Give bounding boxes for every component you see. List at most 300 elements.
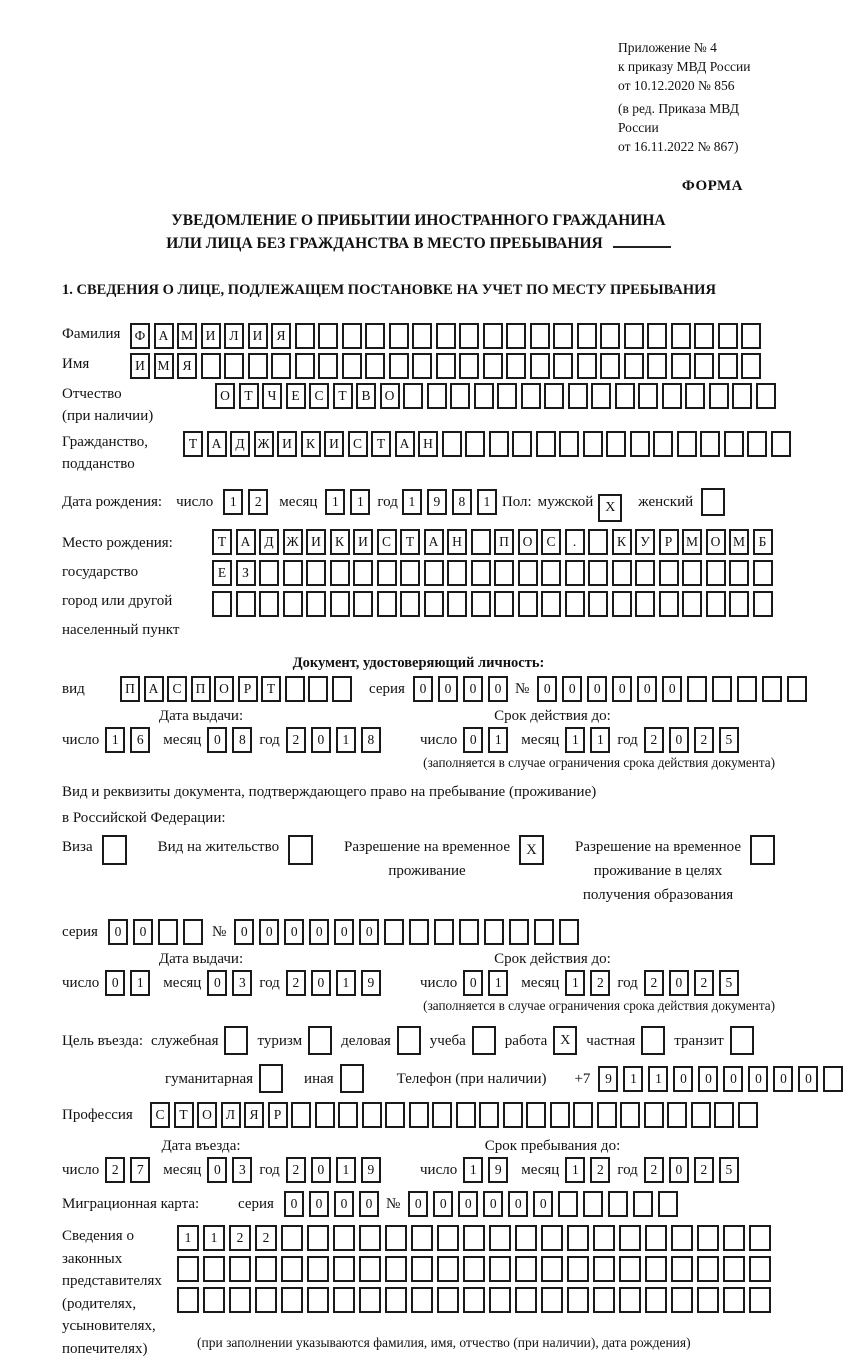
- char-box[interactable]: А: [144, 676, 164, 702]
- char-box[interactable]: [724, 431, 744, 457]
- char-box[interactable]: [762, 676, 782, 702]
- char-box[interactable]: 1: [477, 489, 497, 515]
- char-box[interactable]: [518, 560, 538, 586]
- char-box[interactable]: [583, 431, 603, 457]
- char-box[interactable]: [432, 1102, 452, 1128]
- char-box[interactable]: 0: [463, 970, 483, 996]
- option-residence-permit-checkbox[interactable]: [288, 835, 313, 865]
- char-box[interactable]: [647, 353, 667, 379]
- char-box[interactable]: 1: [565, 1157, 585, 1183]
- char-box[interactable]: 2: [644, 1157, 664, 1183]
- char-box[interactable]: 0: [359, 1191, 379, 1217]
- char-box[interactable]: 0: [508, 1191, 528, 1217]
- char-box[interactable]: [593, 1256, 615, 1282]
- char-box[interactable]: [706, 591, 726, 617]
- char-box[interactable]: 5: [719, 1157, 739, 1183]
- char-box[interactable]: [385, 1102, 405, 1128]
- char-box[interactable]: [671, 1225, 693, 1251]
- char-box[interactable]: [436, 353, 456, 379]
- char-box[interactable]: П: [494, 529, 514, 555]
- char-box[interactable]: 0: [309, 919, 329, 945]
- char-box[interactable]: 1: [590, 727, 610, 753]
- char-box[interactable]: [474, 383, 494, 409]
- char-box[interactable]: [712, 676, 732, 702]
- char-box[interactable]: [412, 323, 432, 349]
- char-box[interactable]: Р: [238, 676, 258, 702]
- char-box[interactable]: [558, 1191, 578, 1217]
- sex-male-checkbox[interactable]: X: [598, 494, 622, 522]
- char-box[interactable]: [709, 383, 729, 409]
- char-box[interactable]: [630, 431, 650, 457]
- char-box[interactable]: [823, 1066, 843, 1092]
- char-box[interactable]: [787, 676, 807, 702]
- char-box[interactable]: [600, 353, 620, 379]
- char-box[interactable]: Я: [244, 1102, 264, 1128]
- char-box[interactable]: [308, 676, 328, 702]
- char-box[interactable]: С: [348, 431, 368, 457]
- char-box[interactable]: [489, 1256, 511, 1282]
- char-box[interactable]: [412, 353, 432, 379]
- char-box[interactable]: [333, 1225, 355, 1251]
- char-box[interactable]: 0: [207, 970, 227, 996]
- char-box[interactable]: 2: [590, 1157, 610, 1183]
- char-box[interactable]: [365, 323, 385, 349]
- char-box[interactable]: 1: [203, 1225, 225, 1251]
- char-box[interactable]: [359, 1287, 381, 1313]
- char-box[interactable]: [283, 591, 303, 617]
- char-box[interactable]: [662, 383, 682, 409]
- option-temp-residence-checkbox[interactable]: X: [519, 835, 544, 865]
- char-box[interactable]: [281, 1287, 303, 1313]
- char-box[interactable]: [255, 1256, 277, 1282]
- char-box[interactable]: [612, 560, 632, 586]
- char-box[interactable]: [365, 353, 385, 379]
- char-box[interactable]: [544, 383, 564, 409]
- char-box[interactable]: [212, 591, 232, 617]
- char-box[interactable]: [526, 1102, 546, 1128]
- char-box[interactable]: 0: [311, 727, 331, 753]
- char-box[interactable]: 1: [223, 489, 243, 515]
- char-box[interactable]: [342, 353, 362, 379]
- char-box[interactable]: [568, 383, 588, 409]
- char-box[interactable]: [553, 323, 573, 349]
- char-box[interactable]: Т: [183, 431, 203, 457]
- char-box[interactable]: [635, 591, 655, 617]
- char-box[interactable]: [697, 1256, 719, 1282]
- char-box[interactable]: [377, 591, 397, 617]
- char-box[interactable]: [515, 1256, 537, 1282]
- char-box[interactable]: 1: [488, 970, 508, 996]
- char-box[interactable]: 1: [565, 727, 585, 753]
- char-box[interactable]: 0: [533, 1191, 553, 1217]
- char-box[interactable]: 0: [458, 1191, 478, 1217]
- char-box[interactable]: [353, 591, 373, 617]
- char-box[interactable]: М: [682, 529, 702, 555]
- char-box[interactable]: [694, 323, 714, 349]
- char-box[interactable]: [484, 919, 504, 945]
- char-box[interactable]: [515, 1287, 537, 1313]
- char-box[interactable]: 0: [612, 676, 632, 702]
- char-box[interactable]: [729, 591, 749, 617]
- char-box[interactable]: И: [306, 529, 326, 555]
- char-box[interactable]: [385, 1287, 407, 1313]
- char-box[interactable]: П: [120, 676, 140, 702]
- char-box[interactable]: [606, 431, 626, 457]
- char-box[interactable]: [565, 591, 585, 617]
- char-box[interactable]: [600, 323, 620, 349]
- char-box[interactable]: Л: [224, 323, 244, 349]
- char-box[interactable]: 9: [598, 1066, 618, 1092]
- char-box[interactable]: [615, 383, 635, 409]
- char-box[interactable]: [459, 919, 479, 945]
- char-box[interactable]: [463, 1287, 485, 1313]
- char-box[interactable]: [203, 1256, 225, 1282]
- char-box[interactable]: [483, 323, 503, 349]
- char-box[interactable]: [644, 1102, 664, 1128]
- char-box[interactable]: 1: [463, 1157, 483, 1183]
- char-box[interactable]: [536, 431, 556, 457]
- char-box[interactable]: [459, 353, 479, 379]
- char-box[interactable]: 1: [402, 489, 422, 515]
- char-box[interactable]: [447, 591, 467, 617]
- char-box[interactable]: [530, 353, 550, 379]
- char-box[interactable]: М: [729, 529, 749, 555]
- char-box[interactable]: 1: [336, 970, 356, 996]
- char-box[interactable]: [612, 591, 632, 617]
- char-box[interactable]: Т: [239, 383, 259, 409]
- char-box[interactable]: 1: [336, 727, 356, 753]
- char-box[interactable]: [384, 919, 404, 945]
- char-box[interactable]: [723, 1225, 745, 1251]
- char-box[interactable]: [306, 560, 326, 586]
- char-box[interactable]: [653, 431, 673, 457]
- char-box[interactable]: [471, 591, 491, 617]
- char-box[interactable]: [541, 560, 561, 586]
- char-box[interactable]: 0: [463, 727, 483, 753]
- char-box[interactable]: З: [236, 560, 256, 586]
- sex-female-checkbox[interactable]: [701, 488, 725, 516]
- char-box[interactable]: 0: [463, 676, 483, 702]
- char-box[interactable]: 0: [773, 1066, 793, 1092]
- char-box[interactable]: [400, 560, 420, 586]
- char-box[interactable]: [424, 560, 444, 586]
- char-box[interactable]: [483, 353, 503, 379]
- char-box[interactable]: [567, 1256, 589, 1282]
- char-box[interactable]: 0: [413, 676, 433, 702]
- char-box[interactable]: [597, 1102, 617, 1128]
- char-box[interactable]: [667, 1102, 687, 1128]
- char-box[interactable]: [447, 560, 467, 586]
- char-box[interactable]: [593, 1225, 615, 1251]
- char-box[interactable]: [756, 383, 776, 409]
- char-box[interactable]: М: [154, 353, 174, 379]
- char-box[interactable]: [463, 1256, 485, 1282]
- char-box[interactable]: [749, 1225, 771, 1251]
- char-box[interactable]: [559, 919, 579, 945]
- char-box[interactable]: 2: [255, 1225, 277, 1251]
- char-box[interactable]: [281, 1225, 303, 1251]
- char-box[interactable]: С: [377, 529, 397, 555]
- char-box[interactable]: [497, 383, 517, 409]
- char-box[interactable]: [259, 560, 279, 586]
- char-box[interactable]: 9: [488, 1157, 508, 1183]
- char-box[interactable]: 0: [798, 1066, 818, 1092]
- char-box[interactable]: [259, 591, 279, 617]
- char-box[interactable]: [682, 591, 702, 617]
- char-box[interactable]: [530, 323, 550, 349]
- char-box[interactable]: [459, 323, 479, 349]
- char-box[interactable]: С: [309, 383, 329, 409]
- char-box[interactable]: 1: [648, 1066, 668, 1092]
- char-box[interactable]: [694, 353, 714, 379]
- char-box[interactable]: [591, 383, 611, 409]
- option-temp-residence-education-checkbox[interactable]: [750, 835, 775, 865]
- char-box[interactable]: Е: [286, 383, 306, 409]
- char-box[interactable]: 0: [359, 919, 379, 945]
- purpose-private-checkbox[interactable]: [641, 1026, 665, 1055]
- char-box[interactable]: Я: [271, 323, 291, 349]
- char-box[interactable]: [315, 1102, 335, 1128]
- char-box[interactable]: [471, 560, 491, 586]
- char-box[interactable]: 0: [698, 1066, 718, 1092]
- char-box[interactable]: [158, 919, 178, 945]
- char-box[interactable]: [409, 919, 429, 945]
- char-box[interactable]: [509, 919, 529, 945]
- char-box[interactable]: 0: [488, 676, 508, 702]
- char-box[interactable]: 0: [483, 1191, 503, 1217]
- char-box[interactable]: [671, 1287, 693, 1313]
- char-box[interactable]: [565, 560, 585, 586]
- char-box[interactable]: [749, 1287, 771, 1313]
- char-box[interactable]: [385, 1256, 407, 1282]
- char-box[interactable]: [377, 560, 397, 586]
- char-box[interactable]: Е: [212, 560, 232, 586]
- char-box[interactable]: 2: [286, 727, 306, 753]
- char-box[interactable]: [203, 1287, 225, 1313]
- char-box[interactable]: [659, 560, 679, 586]
- char-box[interactable]: Л: [221, 1102, 241, 1128]
- char-box[interactable]: И: [353, 529, 373, 555]
- char-box[interactable]: [685, 383, 705, 409]
- char-box[interactable]: [456, 1102, 476, 1128]
- char-box[interactable]: [577, 353, 597, 379]
- char-box[interactable]: [738, 1102, 758, 1128]
- char-box[interactable]: [541, 1225, 563, 1251]
- char-box[interactable]: 0: [284, 1191, 304, 1217]
- char-box[interactable]: О: [215, 383, 235, 409]
- char-box[interactable]: [682, 560, 702, 586]
- char-box[interactable]: [697, 1225, 719, 1251]
- char-box[interactable]: [427, 383, 447, 409]
- char-box[interactable]: Ж: [254, 431, 274, 457]
- char-box[interactable]: [771, 431, 791, 457]
- char-box[interactable]: [541, 1256, 563, 1282]
- char-box[interactable]: [436, 323, 456, 349]
- purpose-study-checkbox[interactable]: [472, 1026, 496, 1055]
- char-box[interactable]: Т: [261, 676, 281, 702]
- char-box[interactable]: [588, 560, 608, 586]
- char-box[interactable]: 2: [694, 1157, 714, 1183]
- char-box[interactable]: 1: [623, 1066, 643, 1092]
- char-box[interactable]: 0: [669, 727, 689, 753]
- char-box[interactable]: [450, 383, 470, 409]
- char-box[interactable]: 5: [719, 970, 739, 996]
- char-box[interactable]: [437, 1225, 459, 1251]
- char-box[interactable]: [307, 1225, 329, 1251]
- char-box[interactable]: И: [277, 431, 297, 457]
- char-box[interactable]: [330, 560, 350, 586]
- char-box[interactable]: 6: [130, 727, 150, 753]
- char-box[interactable]: [518, 591, 538, 617]
- char-box[interactable]: [515, 1225, 537, 1251]
- char-box[interactable]: [619, 1287, 641, 1313]
- char-box[interactable]: [737, 676, 757, 702]
- char-box[interactable]: О: [706, 529, 726, 555]
- purpose-humanitarian-checkbox[interactable]: [259, 1064, 283, 1093]
- char-box[interactable]: [295, 353, 315, 379]
- char-box[interactable]: 5: [719, 727, 739, 753]
- char-box[interactable]: 2: [105, 1157, 125, 1183]
- char-box[interactable]: [333, 1256, 355, 1282]
- char-box[interactable]: [645, 1225, 667, 1251]
- purpose-business-checkbox[interactable]: [397, 1026, 421, 1055]
- char-box[interactable]: [332, 676, 352, 702]
- char-box[interactable]: 0: [587, 676, 607, 702]
- char-box[interactable]: 0: [207, 1157, 227, 1183]
- char-box[interactable]: [409, 1102, 429, 1128]
- char-box[interactable]: Т: [212, 529, 232, 555]
- char-box[interactable]: 8: [232, 727, 252, 753]
- char-box[interactable]: 1: [325, 489, 345, 515]
- char-box[interactable]: 0: [334, 1191, 354, 1217]
- char-box[interactable]: [671, 1256, 693, 1282]
- char-box[interactable]: 0: [133, 919, 153, 945]
- char-box[interactable]: 3: [232, 970, 252, 996]
- char-box[interactable]: [638, 383, 658, 409]
- char-box[interactable]: [236, 591, 256, 617]
- char-box[interactable]: 0: [234, 919, 254, 945]
- char-box[interactable]: [353, 560, 373, 586]
- char-box[interactable]: [283, 560, 303, 586]
- char-box[interactable]: 0: [309, 1191, 329, 1217]
- char-box[interactable]: [307, 1287, 329, 1313]
- char-box[interactable]: [183, 919, 203, 945]
- char-box[interactable]: [229, 1256, 251, 1282]
- char-box[interactable]: [307, 1256, 329, 1282]
- char-box[interactable]: К: [301, 431, 321, 457]
- char-box[interactable]: 0: [537, 676, 557, 702]
- char-box[interactable]: [177, 1256, 199, 1282]
- char-box[interactable]: [330, 591, 350, 617]
- char-box[interactable]: [400, 591, 420, 617]
- char-box[interactable]: А: [424, 529, 444, 555]
- char-box[interactable]: [489, 1287, 511, 1313]
- char-box[interactable]: 2: [286, 1157, 306, 1183]
- char-box[interactable]: [403, 383, 423, 409]
- char-box[interactable]: [723, 1256, 745, 1282]
- char-box[interactable]: [567, 1287, 589, 1313]
- char-box[interactable]: [442, 431, 462, 457]
- char-box[interactable]: 1: [130, 970, 150, 996]
- char-box[interactable]: Я: [177, 353, 197, 379]
- char-box[interactable]: 2: [644, 970, 664, 996]
- char-box[interactable]: [541, 1287, 563, 1313]
- char-box[interactable]: [573, 1102, 593, 1128]
- char-box[interactable]: [608, 1191, 628, 1217]
- option-visa-checkbox[interactable]: [102, 835, 127, 865]
- char-box[interactable]: О: [197, 1102, 217, 1128]
- char-box[interactable]: [729, 560, 749, 586]
- char-box[interactable]: [593, 1287, 615, 1313]
- char-box[interactable]: [635, 560, 655, 586]
- char-box[interactable]: 3: [232, 1157, 252, 1183]
- char-box[interactable]: [691, 1102, 711, 1128]
- char-box[interactable]: [385, 1225, 407, 1251]
- char-box[interactable]: [318, 323, 338, 349]
- char-box[interactable]: 0: [662, 676, 682, 702]
- char-box[interactable]: 8: [361, 727, 381, 753]
- char-box[interactable]: Р: [268, 1102, 288, 1128]
- char-box[interactable]: [471, 529, 491, 555]
- char-box[interactable]: [285, 676, 305, 702]
- char-box[interactable]: [494, 591, 514, 617]
- char-box[interactable]: У: [635, 529, 655, 555]
- char-box[interactable]: [741, 323, 761, 349]
- purpose-work-checkbox[interactable]: X: [553, 1026, 577, 1055]
- char-box[interactable]: 0: [408, 1191, 428, 1217]
- char-box[interactable]: [620, 1102, 640, 1128]
- char-box[interactable]: [503, 1102, 523, 1128]
- char-box[interactable]: [224, 353, 244, 379]
- char-box[interactable]: 0: [438, 676, 458, 702]
- char-box[interactable]: [512, 431, 532, 457]
- char-box[interactable]: 2: [229, 1225, 251, 1251]
- char-box[interactable]: 0: [108, 919, 128, 945]
- char-box[interactable]: [700, 431, 720, 457]
- char-box[interactable]: Ч: [262, 383, 282, 409]
- char-box[interactable]: И: [201, 323, 221, 349]
- char-box[interactable]: 0: [673, 1066, 693, 1092]
- char-box[interactable]: 0: [562, 676, 582, 702]
- char-box[interactable]: 0: [748, 1066, 768, 1092]
- char-box[interactable]: [577, 323, 597, 349]
- char-box[interactable]: [645, 1287, 667, 1313]
- char-box[interactable]: [248, 353, 268, 379]
- char-box[interactable]: 1: [350, 489, 370, 515]
- char-box[interactable]: Т: [400, 529, 420, 555]
- char-box[interactable]: 9: [427, 489, 447, 515]
- char-box[interactable]: О: [380, 383, 400, 409]
- char-box[interactable]: 1: [488, 727, 508, 753]
- char-box[interactable]: [359, 1256, 381, 1282]
- char-box[interactable]: Ф: [130, 323, 150, 349]
- char-box[interactable]: [749, 1256, 771, 1282]
- char-box[interactable]: [659, 591, 679, 617]
- char-box[interactable]: [588, 529, 608, 555]
- char-box[interactable]: [494, 560, 514, 586]
- char-box[interactable]: [624, 323, 644, 349]
- char-box[interactable]: [723, 1287, 745, 1313]
- purpose-tourism-checkbox[interactable]: [308, 1026, 332, 1055]
- char-box[interactable]: [338, 1102, 358, 1128]
- char-box[interactable]: [521, 383, 541, 409]
- char-box[interactable]: 2: [694, 727, 714, 753]
- char-box[interactable]: 7: [130, 1157, 150, 1183]
- char-box[interactable]: 0: [669, 970, 689, 996]
- char-box[interactable]: [291, 1102, 311, 1128]
- char-box[interactable]: 8: [452, 489, 472, 515]
- char-box[interactable]: [362, 1102, 382, 1128]
